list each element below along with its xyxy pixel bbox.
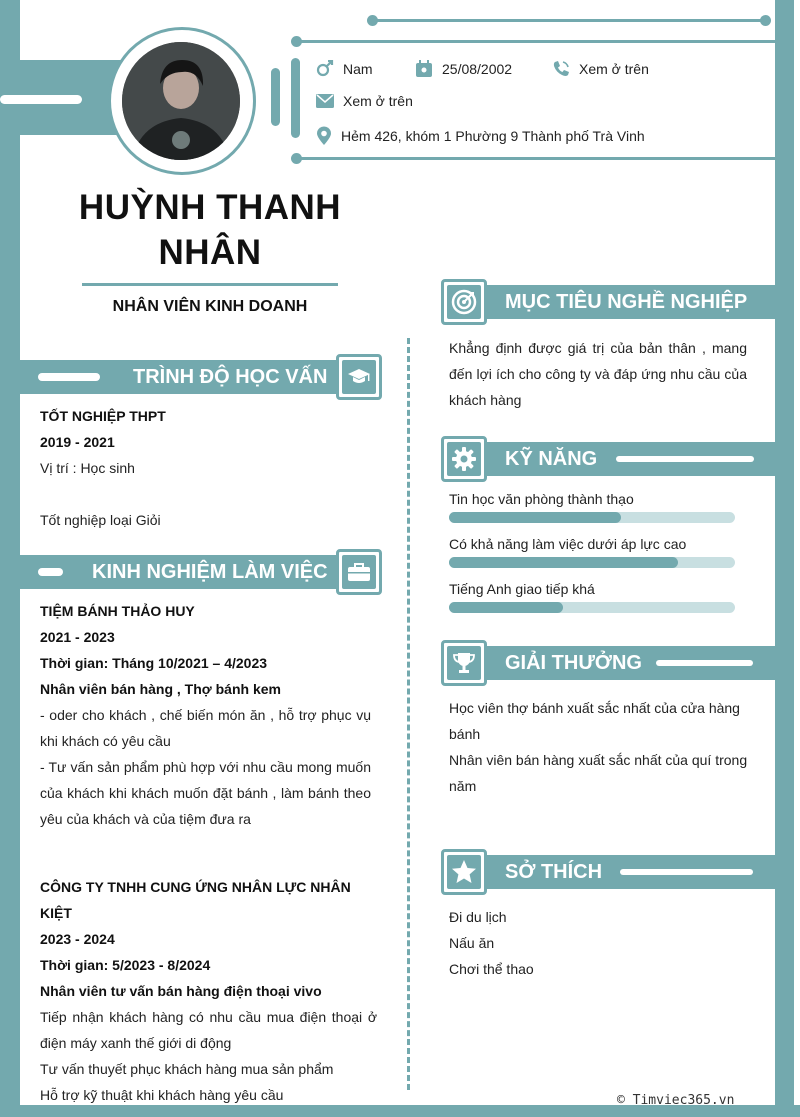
skills-icon-box: [441, 436, 487, 482]
award-item: Học viên thợ bánh xuất sắc nhất của cửa hàng bánh: [449, 700, 740, 742]
name-line-2: NHÂN: [158, 233, 262, 272]
info-gender: [316, 60, 373, 78]
objective-header: [462, 285, 775, 319]
job-role: Nhân viên bán hàng , Thợ bánh kem: [40, 681, 281, 697]
header-bracket: [271, 68, 280, 126]
objective-text: Khẳng định được giá trị của bản thân , mang đến lợi ích cho công ty và đáp ứng nhu cầu của khách hàng: [449, 340, 747, 408]
header-dot: [367, 15, 378, 26]
header-accent: [620, 869, 753, 875]
education-position: Vị trí : Học sinh: [40, 460, 135, 476]
frame-left: [0, 0, 20, 1117]
experience-job-1: [40, 598, 371, 832]
frame-edge: [794, 0, 800, 1117]
phone-icon: [552, 60, 570, 78]
skill-label: Có khả năng làm việc dưới áp lực cao: [449, 536, 687, 552]
header-dot: [291, 153, 302, 164]
job-desc: Hỗ trợ kỹ thuật khi khách hàng yêu cầu: [40, 1087, 284, 1103]
info-email: [316, 93, 413, 109]
location-icon: [316, 126, 332, 145]
hobby-item: Chơi thể thao: [449, 961, 534, 977]
awards-title: GIẢI THƯỞNG: [505, 652, 642, 674]
header-line-top: [372, 19, 766, 22]
graduation-cap-icon: [347, 367, 371, 387]
education-period: 2019 - 2021: [40, 434, 115, 450]
photo-band-accent: [0, 95, 82, 104]
skill-bar-fill: [449, 602, 563, 613]
job-period: 2021 - 2023: [40, 629, 115, 645]
job-time: Thời gian: Tháng 10/2021 – 4/2023: [40, 655, 268, 671]
header-accent: [38, 568, 63, 576]
gender-icon: [316, 60, 334, 78]
header-accent: [616, 456, 754, 462]
info-phone: [552, 60, 649, 78]
header-line-info-top: [296, 40, 775, 43]
education-result: Tốt nghiệp loại Giỏi: [40, 512, 161, 528]
job-period: 2023 - 2024: [40, 931, 115, 947]
experience-icon-box: [336, 549, 382, 595]
hobby-item: Nấu ăn: [449, 935, 495, 951]
star-icon: [451, 859, 477, 885]
name-divider: [82, 283, 338, 286]
skill-bar: [449, 512, 735, 523]
header-dot: [291, 36, 302, 47]
education-block: [40, 403, 380, 533]
target-icon: [451, 289, 477, 315]
header-dot: [760, 15, 771, 26]
gender-value: Nam: [343, 61, 373, 77]
job-desc: Tư vấn thuyết phục khách hàng mua sản phẩm: [40, 1061, 334, 1077]
email-value: Xem ở trên: [343, 93, 413, 109]
briefcase-icon: [347, 562, 371, 582]
info-address: [316, 126, 645, 145]
hobbies-icon-box: [441, 849, 487, 895]
skills-title: KỸ NĂNG: [505, 448, 598, 470]
experience-title: KINH NGHIỆM LÀM VIỆC: [92, 561, 328, 583]
education-title: TRÌNH ĐỘ HỌC VẤN: [133, 366, 328, 388]
skill-bar-fill: [449, 512, 621, 523]
job-role: Nhân viên tư vấn bán hàng điện thoại vivo: [40, 983, 322, 999]
job-time: Thời gian: 5/2023 - 8/2024: [40, 957, 211, 973]
objective-icon-box: [441, 279, 487, 325]
awards-list: [449, 695, 749, 799]
education-icon-box: [336, 354, 382, 400]
job-desc: - oder cho khách , chế biến món ăn , hỗ trợ phục vụ khi khách có yêu cầu: [40, 707, 371, 749]
skill-bar-fill: [449, 557, 678, 568]
candidate-name: [40, 185, 380, 275]
trophy-icon: [452, 651, 476, 675]
awards-icon-box: [441, 640, 487, 686]
skills-header: [462, 442, 775, 476]
objective-title: MỤC TIÊU NGHỀ NGHIỆP: [505, 291, 748, 313]
job-desc: - Tư vấn sản phẩm phù hợp với nhu cầu mong muốn của khách khi khách muốn đặt bánh , làm bánh theo yêu của khách và của tiệm đưa ra: [40, 759, 371, 827]
column-divider: [407, 338, 410, 1090]
hobby-item: Đi du lịch: [449, 909, 507, 925]
skill-label: Tin học văn phòng thành thạo: [449, 491, 634, 507]
education-header: [20, 360, 360, 394]
header-accent: [38, 373, 100, 381]
birthday-value: 25/08/2002: [442, 61, 513, 77]
info-birthday: [415, 60, 512, 78]
awards-header: [462, 646, 775, 680]
phone-value: Xem ở trên: [579, 61, 649, 77]
experience-job-2: [40, 874, 377, 1108]
skill-bar: [449, 602, 735, 613]
job-company: TIỆM BÁNH THẢO HUY: [40, 603, 195, 619]
hobbies-header: [462, 855, 775, 889]
header-accent: [656, 660, 753, 666]
job-company: CÔNG TY TNHH CUNG ỨNG NHÂN LỰC NHÂN KIỆT: [40, 879, 351, 921]
header-bracket: [291, 58, 300, 138]
hobbies-title: SỞ THÍCH: [505, 861, 603, 883]
gear-icon: [451, 446, 477, 472]
name-line-1: HUỲNH THANH: [78, 188, 342, 227]
calendar-icon: [415, 60, 433, 78]
skill-label: Tiếng Anh giao tiếp khá: [449, 581, 595, 597]
mail-icon: [316, 94, 334, 108]
experience-header: [20, 555, 360, 589]
avatar: [122, 42, 240, 160]
job-desc: Tiếp nhận khách hàng có nhu cầu mua điện thoại ở điện máy xanh thế giới di động: [40, 1009, 377, 1051]
skill-bar: [449, 557, 735, 568]
hobbies-list: [449, 904, 534, 982]
header-line-info-bottom: [296, 157, 775, 160]
award-item: Nhân viên bán hàng xuất sắc nhất của quí trong năm: [449, 752, 748, 794]
address-value: Hẻm 426, khóm 1 Phường 9 Thành phố Trà Vinh: [341, 127, 645, 144]
education-school: TỐT NGHIỆP THPT: [40, 408, 166, 424]
copyright: © Timviec365.vn: [617, 1093, 735, 1108]
job-title: NHÂN VIÊN KINH DOANH: [112, 298, 308, 315]
